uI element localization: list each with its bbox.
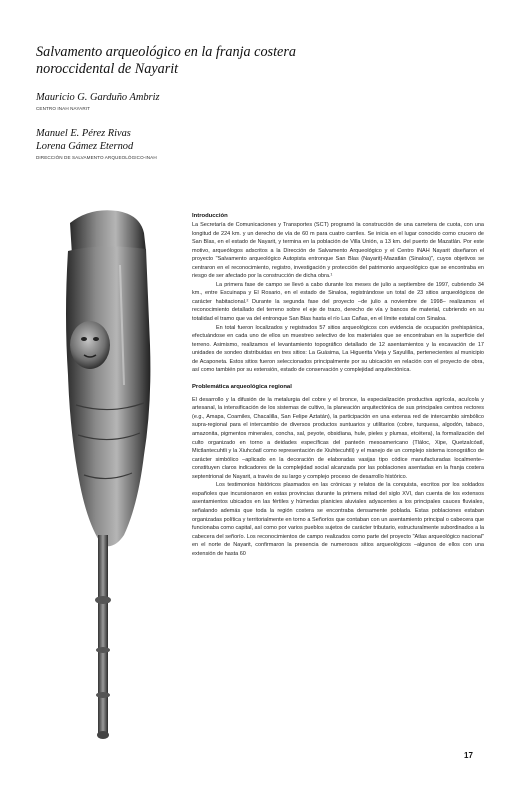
intro-paragraph-2: La primera fase de campo se llevó a cabo durante los meses de julio a septiembre de 1997, cubriendo 34 km., entre Escuinapa y El Rosario, en el estado de Sinaloa, registrándose un total de 23 sitios arqueológicos de carácter habitacional.² Durante la segunda fase del proyecto –de julio a noviembre de 1998– realizamos el reconocimiento detallado del terreno sobre el eje de trazo, derecho de vía y bancos de material, cubriendo en su totalidad el tramo que va del entronque San Blas hasta el río Las Cañas, en el límite estatal con Sinaloa. (192, 281, 484, 323)
title-line-2: noroccidental de Nayarit (36, 61, 179, 77)
title-line-1: Salvamento arqueológico en la franja costera (36, 44, 296, 60)
article-body (192, 212, 484, 558)
artifact-figure-illustration (40, 205, 180, 750)
section-heading-intro: Introducción (192, 213, 228, 219)
intro-paragraph-1: La Secretaría de Comunicaciones y Transportes (SCT) programó la construcción de una carretera de cuota, con una longitud de 224 km. y un derecho de vía de 60 m para cuatro carriles. Se inicia en el lugar conocido como crucero de San Blas, en el estado de Nayarit, y termina en la población de Villa Unión, a 13 km. del puerto de Mazatlán. Por este motivo, arqueólogos adscritos a la Dirección de Salvamento Arqueológico y el Centro INAH Nayarit diseñaron el proyecto "Salvamento arqueológico Autopista entronque San Blas (Nayarit)-Mazatlán (Sinaloa)", cuyos objetivos se centraron en el reconocimiento, registro, investigación y protección del patrimonio arqueológico que se encontraba en riesgo de ser afectado por la construcción de dicha obra.¹ (192, 222, 484, 280)
problem-paragraph-2: Los testimonios históricos plasmados en las crónicas y relatos de la conquista, escritos por los soldados españoles que incursionaron en estas provincias durante la primera mitad del siglo XVI, dan cuenta de los extensos asentamientos ubicados en las fértiles y húmedas planicies aluviales adyacentes a los principales cauces fluviales, señalando además que toda la región costera se encontraba densamente poblada. Estas poblaciones estaban organizadas política y territorialmente en torno a Señoríos que contaban con un asentamiento principal o cabecera que funcionaba como capital, así como por varios pueblos sujetos de carácter tributario, estructuralmente subordinados a la cabecera del señorío. Los reconocimientos de campo realizados como parte del proyecto "Atlas arqueológico nacional" en el norte de Nayarit, confirmaron la presencia de numerosos sitios arqueológicos –algunos de ellos con una extensión de hasta 60 (192, 482, 484, 557)
artifact-photograph (40, 205, 180, 750)
author-1-name: Mauricio G. Garduño Ambriz (36, 92, 160, 103)
problem-paragraph-1: El desarrollo y la difusión de la metalurgia del cobre y el bronce, la especialización productiva agrícola, acuícola y artesanal, la intensificación de los sistemas de cultivo, la planeación arquitectónica de sus principales centros rectores (e.g., Amapa, Coamiles, Chacalilla, San Felipe Aztatán), la participación en una extensa red de intercambio simbólico supra-regional para el intercambio de diversos productos suntuarios y utilitarios (cobre, turquesa, algodón, tabaco, amazonita, pigmentos minerales, concha, sal, peyote, obsidiana, hule, pieles y plumas, etcétera), la formalización del culto organizado en torno a deidades específicas del panteón mesoamericano (Tláloc, Xipe, Quetzalcóatl, Mictlantecuhtli y la Xiuhcóatl como representación de Xiuhtecuhtli) y el manejo de un complejo sistema iconográfico de carácter simbólico –aplicado en la decoración de elaboradas vasijas tipo códice manufacturadas localmente– constituyen claros indicadores de la complejidad social alcanzada por las poblaciones asentadas en la franja costera septentrional de Nayarit, a través de su largo y complejo proceso de desarrollo histórico. (192, 396, 484, 480)
author-3-name: Lorena Gámez Eternod (36, 141, 134, 152)
intro-paragraph-3: En total fueron localizados y registrados 57 sitios arqueológicos con evidencia de ocupación prehispánica, efectuándose en cada uno de ellos un muestreo selectivo de los materiales que se encontraban en la superficie del terreno. Asimismo, realizamos el levantamiento topográfico detallado de 12 asentamientos y la excavación de 17 unidades de sondeo distribuidas en tres sitios: La Guásima, La Higuerita Vieja y Sayulilla, pertenecientes al municipio de Acaponeta. Estos sitios fueron seleccionados principalmente por su ubicación en relación con el proyecto de obra, así como también por su extensión, estado de conservación y complejidad arquitectónica. (192, 324, 484, 374)
page-number: 17 (464, 751, 473, 760)
author-1-affiliation: CENTRO INAH NAYARIT (36, 106, 91, 111)
author-2-name: Manuel E. Pérez Rivas (36, 128, 131, 139)
section-heading-problem: Problemática arqueológica regional (192, 383, 292, 390)
author-3-affiliation: DIRECCIÓN DE SALVAMENTO ARQUEOLÓGICO-INAH (36, 155, 157, 160)
article-title (36, 44, 336, 78)
